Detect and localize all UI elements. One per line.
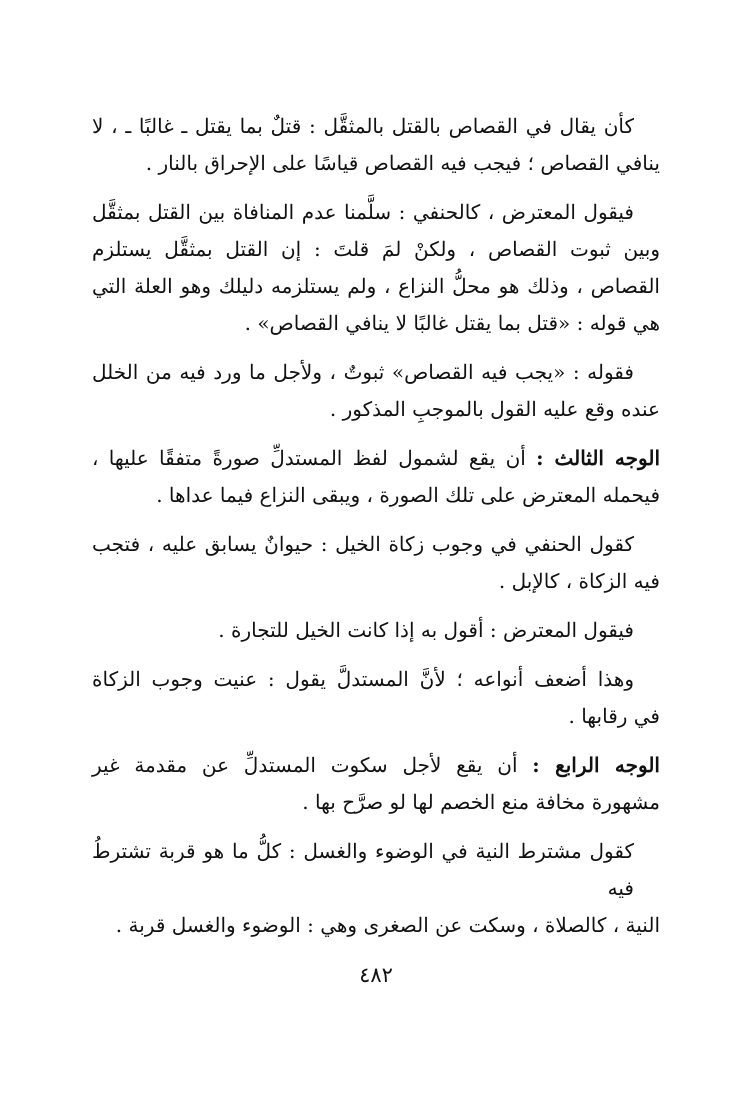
section-heading-third: الوجه الثالث :	[536, 446, 660, 470]
paragraph-4-line-1	[92, 440, 660, 477]
paragraph-1-line-2: ينافي القصاص ؛ فيجب فيه القصاص قياسًا على الإحراق بالنار .	[145, 151, 660, 175]
paragraph-5	[92, 526, 660, 600]
paragraph-5-line-2: فيه الزكاة ، كالإبل .	[498, 569, 660, 593]
paragraph-7-line-2: في رقابها .	[568, 704, 660, 728]
paragraph-9-line-2: النية ، كالصلاة ، وسكت عن الصغرى وهي : الوضوء والغسل قربة .	[115, 913, 660, 937]
paragraph-3-line-1: فقوله : «يجب فيه القصاص» ثبوتٌ ، ولأجل ما ورد فيه من الخلل	[92, 360, 634, 384]
paragraph-2-line-1: فيقول المعترض ، كالحنفي : سلَّمنا عدم المنافاة بين القتل بمثقَّل	[92, 200, 634, 224]
paragraph-8-line-2: مشهورة مخافة منع الخصم لها لو صرَّح بها .	[302, 790, 660, 814]
paragraph-8-line-1-text: أن يقع لأجل سكوت المستدلِّ عن مقدمة غير	[92, 753, 533, 777]
paragraph-2-line-2: وبين ثبوت القصاص ، ولكنْ لمَ قلتَ : إن القتل بمثقَّل يستلزم	[92, 237, 660, 261]
paragraph-9	[92, 833, 660, 944]
paragraph-6-line-1: فيقول المعترض : أقول به إذا كانت الخيل للتجارة .	[218, 618, 634, 642]
paragraph-2	[92, 194, 660, 342]
section-heading-fourth: الوجه الرابع :	[532, 753, 660, 777]
paragraph-8-line-1	[92, 747, 660, 784]
paragraph-3	[92, 354, 660, 428]
paragraph-2-line-4: هي قوله : «قتل بما يقتل غالبًا لا ينافي القصاص» .	[244, 311, 660, 335]
paragraph-8	[92, 747, 660, 821]
paragraph-4-line-1-text: أن يقع لشمول لفظ المستدلِّ صورةً متفقًا عليها ،	[92, 446, 537, 470]
page-body	[92, 108, 660, 956]
paragraph-3-line-2: عنده وقع عليه القول بالموجبِ المذكور .	[329, 397, 660, 421]
paragraph-4	[92, 440, 660, 514]
paragraph-7-line-1: وهذا أضعف أنواعه ؛ لأنَّ المستدلَّ يقول : عنيت وجوب الزكاة	[92, 667, 634, 691]
paragraph-4-line-2: فيحمله المعترض على تلك الصورة ، ويبقى النزاع فيما عداها .	[156, 483, 660, 507]
paragraph-9-line-1: كقول مشترط النية في الوضوء والغسل : كلُّ ما هو قربة تشترطُ فيه	[92, 839, 634, 900]
paragraph-7	[92, 661, 660, 735]
paragraph-6	[92, 612, 660, 649]
paragraph-2-line-3: القصاص ، وذلك هو محلُّ النزاع ، ولم يستلزمه دليلك وهو العلة التي	[92, 274, 660, 298]
page-number: ٤٨٢	[359, 963, 393, 987]
paragraph-1	[92, 108, 660, 182]
paragraph-1-line-1: كأن يقال في القصاص بالقتل بالمثقَّل : قتلٌ بما يقتل ـ غالبًا ـ ، لا	[92, 114, 634, 138]
paragraph-5-line-1: كقول الحنفي في وجوب زكاة الخيل : حيوانٌ يسابق عليه ، فتجب	[92, 532, 634, 556]
